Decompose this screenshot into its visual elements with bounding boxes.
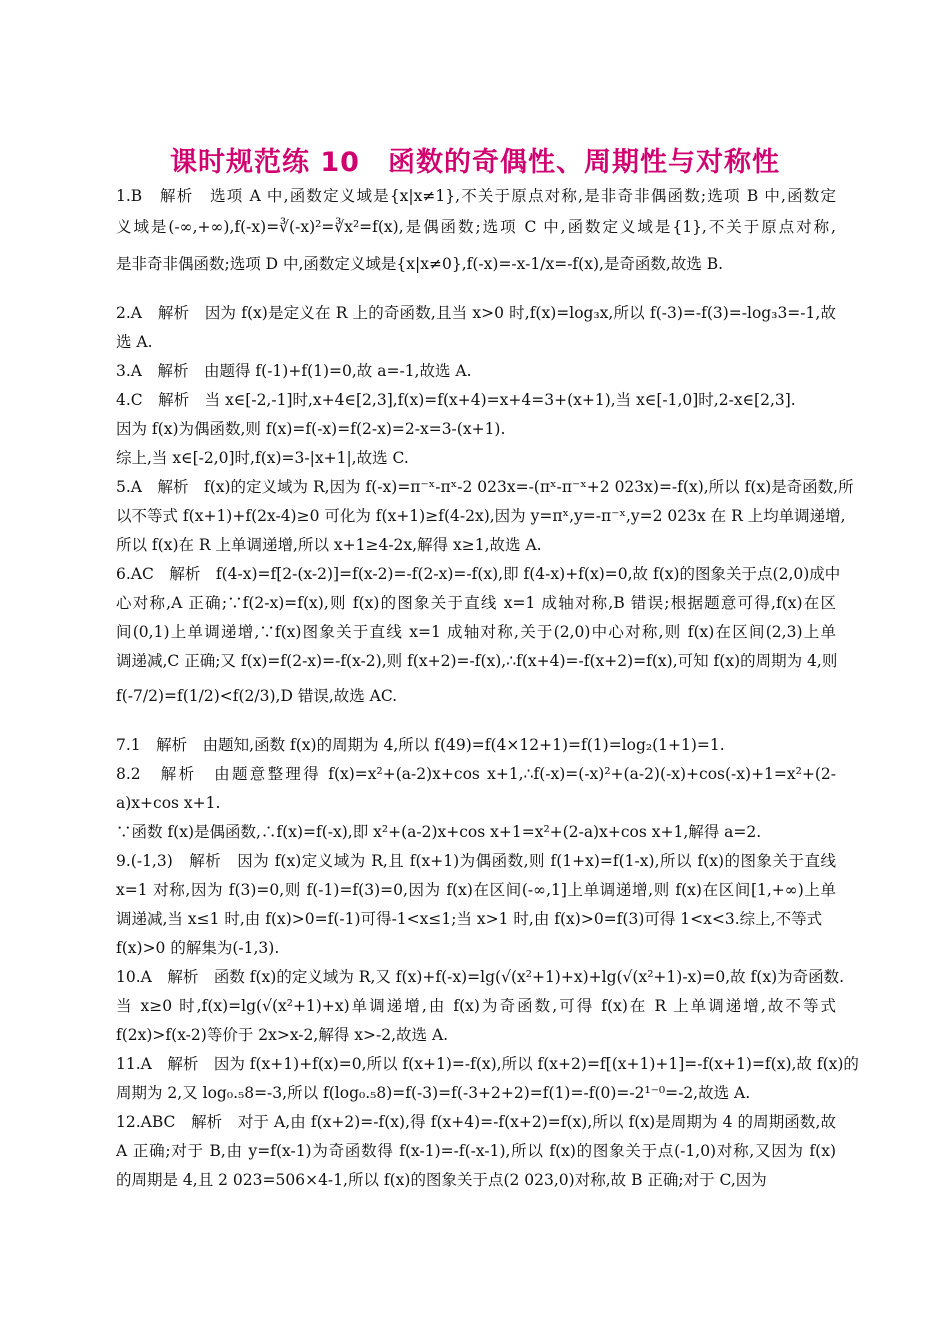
text-line: 2.A 解析 因为 f(x)是定义在 R 上的奇函数,且当 x>0 时,f(x)=log₃x,所以 f(-3)=-f(3)=-log₃3=-1,故 <box>116 304 836 322</box>
text-line: 当 x≥0 时,f(x)=lg(√(x²+1)+x)单调递增,由 f(x)为奇函数,可得 f(x)在 R 上单调递增,故不等式 <box>116 997 836 1015</box>
page-title: 课时规范练 10 函数的奇偶性、周期性与对称性 <box>170 147 780 178</box>
text-line: 8.2 解析 由题意整理得 f(x)=x²+(a-2)x+cos x+1,∴f(-x)=(-x)²+(a-2)(-x)+cos(-x)+1=x²+(2- <box>116 765 836 783</box>
text-line: 的周期是 4,且 2 023=506×4-1,所以 f(x)的图象关于点(2 023,0)对称,故 B 正确;对于 C,因为 <box>116 1171 767 1189</box>
text-line: 4.C 解析 当 x∈[-2,-1]时,x+4∈[2,3],f(x)=f(x+4)=x+4=3+(x+1),当 x∈[-1,0]时,2-x∈[2,3]. <box>116 391 796 409</box>
text-line: 心对称,A 正确;∵f(2-x)=f(x),则 f(x)的图象关于直线 x=1 成轴对称,B 错误;根据题意可得,f(x)在区 <box>116 594 836 612</box>
text-line: 3.A 解析 由题得 f(-1)+f(1)=0,故 a=-1,故选 A. <box>116 362 472 380</box>
text-line: 6.AC 解析 f(4-x)=f[2-(x-2)]=f(x-2)=-f(2-x)=-f(x),即 f(4-x)+f(x)=0,故 f(x)的图象关于点(2,0)成中 <box>116 565 841 583</box>
text-line: 7.1 解析 由题知,函数 f(x)的周期为 4,所以 f(49)=f(4×12+1)=f(1)=log₂(1+1)=1. <box>116 736 725 754</box>
text-line: f(x)>0 的解集为(-1,3). <box>116 939 280 957</box>
text-line: f(-7/2)=f(1/2)<f(2/3),D 错误,故选 AC. <box>116 687 398 705</box>
text-line: 间(0,1)上单调递增,∵f(x)图象关于直线 x=1 成轴对称,关于(2,0)中心对称,则 f(x)在区间(2,3)上单 <box>116 623 836 641</box>
text-line: 10.A 解析 函数 f(x)的定义域为 R,又 f(x)+f(-x)=lg(√(x²+1)+x)+lg(√(x²+1)-x)=0,故 f(x)为奇函数. <box>116 968 845 986</box>
text-line: 12.ABC 解析 对于 A,由 f(x+2)=-f(x),得 f(x+4)=-f(x+2)=f(x),所以 f(x)是周期为 4 的周期函数,故 <box>116 1113 836 1131</box>
text-line: 所以 f(x)在 R 上单调递增,所以 x+1≥4-2x,解得 x≥1,故选 A. <box>116 536 542 554</box>
text-line: 调递减,C 正确;又 f(x)=f(2-x)=-f(x-2),则 f(x+2)=-f(x),∴f(x+4)=-f(x+2)=f(x),可知 f(x)的周期为 4,则 <box>116 652 838 670</box>
text-line: ∵函数 f(x)是偶函数,∴f(x)=f(-x),即 x²+(a-2)x+cos x+1=x²+(2-a)x+cos x+1,解得 a=2. <box>116 823 762 841</box>
text-line: a)x+cos x+1. <box>116 794 221 812</box>
text-line: 1.B 解析 选项 A 中,函数定义域是{x|x≠1},不关于原点对称,是非奇非偶函数;选项 B 中,函数定 <box>116 187 836 205</box>
text-line: 调递减,当 x≤1 时,由 f(x)>0=f(-1)可得-1<x≤1;当 x>1 时,由 f(x)>0=f(3)可得 1<x<3.综上,不等式 <box>116 910 823 928</box>
text-line: 9.(-1,3) 解析 因为 f(x)定义域为 R,且 f(x+1)为偶函数,则 f(1+x)=f(1-x),所以 f(x)的图象关于直线 <box>116 852 836 870</box>
text-line: 11.A 解析 因为 f(x+1)+f(x)=0,所以 f(x+1)=-f(x),所以 f(x+2)=f[(x+1)+1]=-f(x+1)=f(x),故 f(x)的 <box>116 1055 859 1073</box>
text-line: 是非奇非偶函数;选项 D 中,函数定义域是{x|x≠0},f(-x)=-x-1/x=-f(x),是奇函数,故选 B. <box>116 255 724 273</box>
text-line: 综上,当 x∈[-2,0]时,f(x)=3-|x+1|,故选 C. <box>116 449 409 467</box>
text-line: 以不等式 f(x+1)+f(2x-4)≥0 可化为 f(x+1)≥f(4-2x),因为 y=πˣ,y=-π⁻ˣ,y=2 023x 在 R 上均单调递增, <box>116 507 846 525</box>
text-line: 周期为 2,又 log₀.₅8=-3,所以 f(log₀.₅8)=f(-3)=f(-3+2+2)=f(1)=-f(0)=-2¹⁻⁰=-2,故选 A. <box>116 1084 751 1102</box>
text-line: x=1 对称,因为 f(3)=0,则 f(-1)=f(3)=0,因为 f(x)在区间(-∞,1]上单调递增,则 f(x)在区间[1,+∞)上单 <box>116 881 836 899</box>
text-line: 因为 f(x)为偶函数,则 f(x)=f(-x)=f(2-x)=2-x=3-(x+1). <box>116 420 506 438</box>
text-line: f(2x)>f(x-2)等价于 2x>x-2,解得 x>-2,故选 A. <box>116 1026 449 1044</box>
text-line: A 正确;对于 B,由 y=f(x-1)为奇函数得 f(x-1)=-f(-x-1),所以 f(x)的图象关于点(-1,0)对称,又因为 f(x) <box>116 1142 836 1160</box>
text-line: 5.A 解析 f(x)的定义域为 R,因为 f(-x)=π⁻ˣ-πˣ-2 023x=-(πˣ-π⁻ˣ+2 023x)=-f(x),所以 f(x)是奇函数,所 <box>116 478 854 496</box>
text-line: 选 A. <box>116 333 153 351</box>
text-line: 义域是(-∞,+∞),f(-x)=∛(-x)²=∛x²=f(x),是偶函数;选项 C 中,函数定义域是{1},不关于原点对称, <box>116 218 836 236</box>
